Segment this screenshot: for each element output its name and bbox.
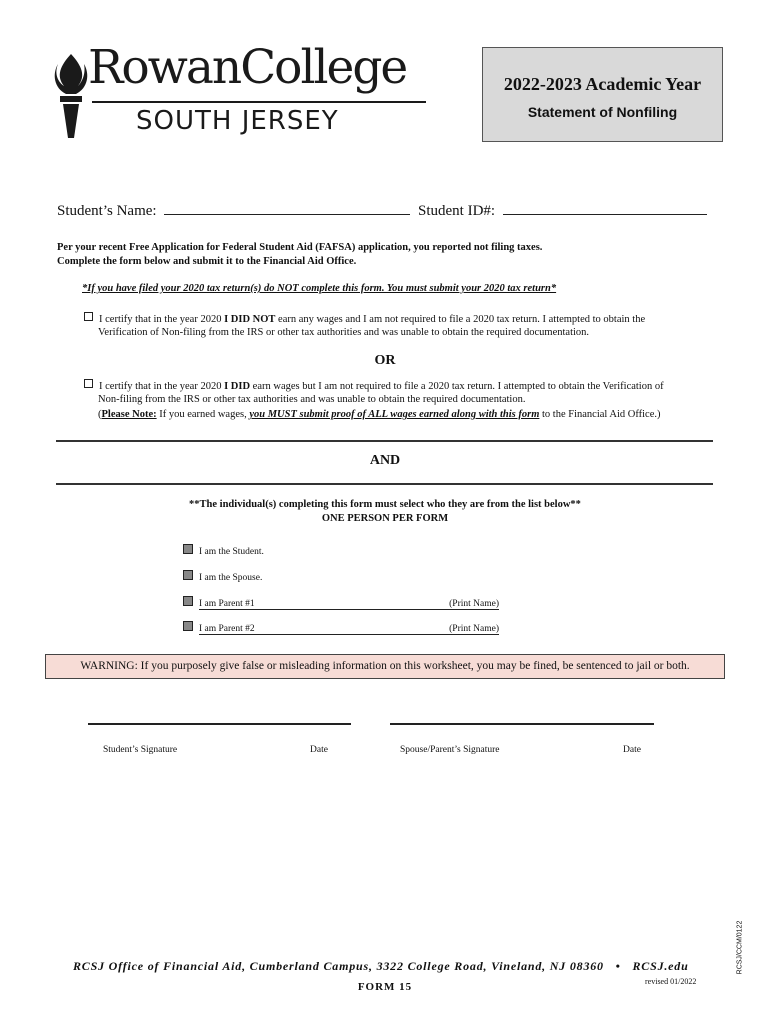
student-id-label: Student ID#:: [418, 203, 496, 219]
role-parent-1-label: I am Parent #1: [199, 599, 439, 610]
student-name-label: Student’s Name:: [57, 203, 157, 219]
role-spouse-label: I am the Spouse.: [199, 573, 263, 583]
note-mid: If you earned wages,: [156, 409, 250, 420]
and-separator: AND: [369, 453, 401, 468]
option2-line-2: Non-filing from the IRS or other tax authorities and was unable to obtain the required documentation.: [98, 394, 526, 405]
spouse-parent-signature-label: Spouse/Parent’s Signature: [400, 745, 500, 755]
revised-date: revised 01/2022: [645, 977, 697, 986]
intro-line-2: Complete the form below and submit it to the Financial Aid Office.: [57, 256, 357, 267]
role-parent-1[interactable]: [183, 596, 499, 610]
role-parent-2-checkbox[interactable]: [183, 621, 193, 631]
role-parent-1-print-name: (Print Name): [439, 599, 499, 610]
footer-bullet: •: [615, 959, 621, 973]
role-spouse[interactable]: [183, 570, 262, 583]
role-parent-2-label: I am Parent #2: [199, 624, 439, 635]
role-student-checkbox[interactable]: [183, 544, 193, 554]
or-separator: OR: [374, 353, 396, 368]
date-label-1: Date: [310, 745, 328, 755]
warning-text: WARNING: If you purposely give false or misleading information on this worksheet, you may be fined, be sentenced to jail or both.: [80, 660, 690, 672]
option2-text-bold: I DID: [224, 381, 251, 392]
role-parent-1-checkbox[interactable]: [183, 596, 193, 606]
option2-note: (Please Note: If you earned wages, you MUST submit proof of ALL wages earned along with this form to the Financial Aid Office.): [98, 409, 661, 420]
form-code-vertical: RCSJ/CCM/0122: [736, 920, 744, 975]
option2-text-pre: I certify that in the year 2020: [99, 381, 225, 392]
student-id-field[interactable]: [418, 200, 707, 220]
student-name-blank[interactable]: [164, 200, 410, 215]
logo-wordmark: RowanCollege: [88, 40, 407, 95]
role-student[interactable]: [183, 544, 264, 557]
role-student-label: I am the Student.: [199, 547, 264, 557]
form-number: FORM 15: [357, 981, 413, 993]
logo-divider: [92, 101, 426, 103]
footer-office-line: [73, 959, 689, 974]
option1-text-pre: I certify that in the year 2020: [99, 314, 225, 325]
student-name-field[interactable]: [57, 200, 410, 220]
option1-text-bold: I DID NOT: [224, 314, 276, 325]
divider-bottom: [56, 483, 713, 485]
student-id-blank[interactable]: [503, 200, 707, 215]
logo-subtitle: SOUTH JERSEY: [136, 106, 339, 136]
date-label-2: Date: [623, 745, 641, 755]
option1-text-post: earn any wages and I am not required to file a 2020 tax return. I attempted to obtain the: [275, 314, 646, 325]
role-spouse-checkbox[interactable]: [183, 570, 193, 580]
note-emphasis: you MUST submit proof of ALL wages earned along with this form: [249, 409, 540, 420]
role-parent-2-print-name: (Print Name): [439, 624, 499, 635]
one-person-per-form: ONE PERSON PER FORM: [321, 513, 449, 524]
divider-top: [56, 440, 713, 442]
student-signature-label: Student’s Signature: [103, 745, 178, 755]
option1-line-2: Verification of Non-filing from the IRS or other tax authorities and was unable to obtain the required documentation.: [98, 327, 590, 338]
option-did-earn-checkbox[interactable]: [84, 379, 93, 388]
tax-return-notice: *If you have filed your 2020 tax return(s) do NOT complete this form. You must submit your 2020 tax return*: [82, 283, 557, 294]
academic-year-title: 2022-2023 Academic Year: [503, 74, 702, 94]
option2-text-post: earn wages but I am not required to file a 2020 tax return. I attempted to obtain the Verification of: [250, 381, 664, 392]
note-end: to the Financial Aid Office.): [539, 409, 661, 420]
note-label: Please Note:: [101, 409, 157, 420]
select-instruction: **The individual(s) completing this form must select who they are from the list below**: [189, 499, 581, 510]
intro-line-1: Per your recent Free Application for Federal Student Aid (FAFSA) application, you reported not filing taxes.: [57, 242, 543, 253]
form-subtitle: Statement of Nonfiling: [527, 104, 678, 120]
student-signature-line[interactable]: [88, 723, 351, 725]
footer-site-link[interactable]: RCSJ.edu: [632, 959, 689, 973]
option-did-not-earn[interactable]: [84, 312, 645, 327]
torch-logo-icon: [52, 52, 90, 140]
option-did-earn[interactable]: [84, 379, 664, 394]
role-parent-2[interactable]: [183, 621, 499, 635]
footer-office: RCSJ Office of Financial Aid, Cumberland Campus, 3322 College Road, Vineland, NJ 08360: [73, 959, 604, 973]
spouse-parent-signature-line[interactable]: [390, 723, 654, 725]
option-did-not-earn-checkbox[interactable]: [84, 312, 93, 321]
